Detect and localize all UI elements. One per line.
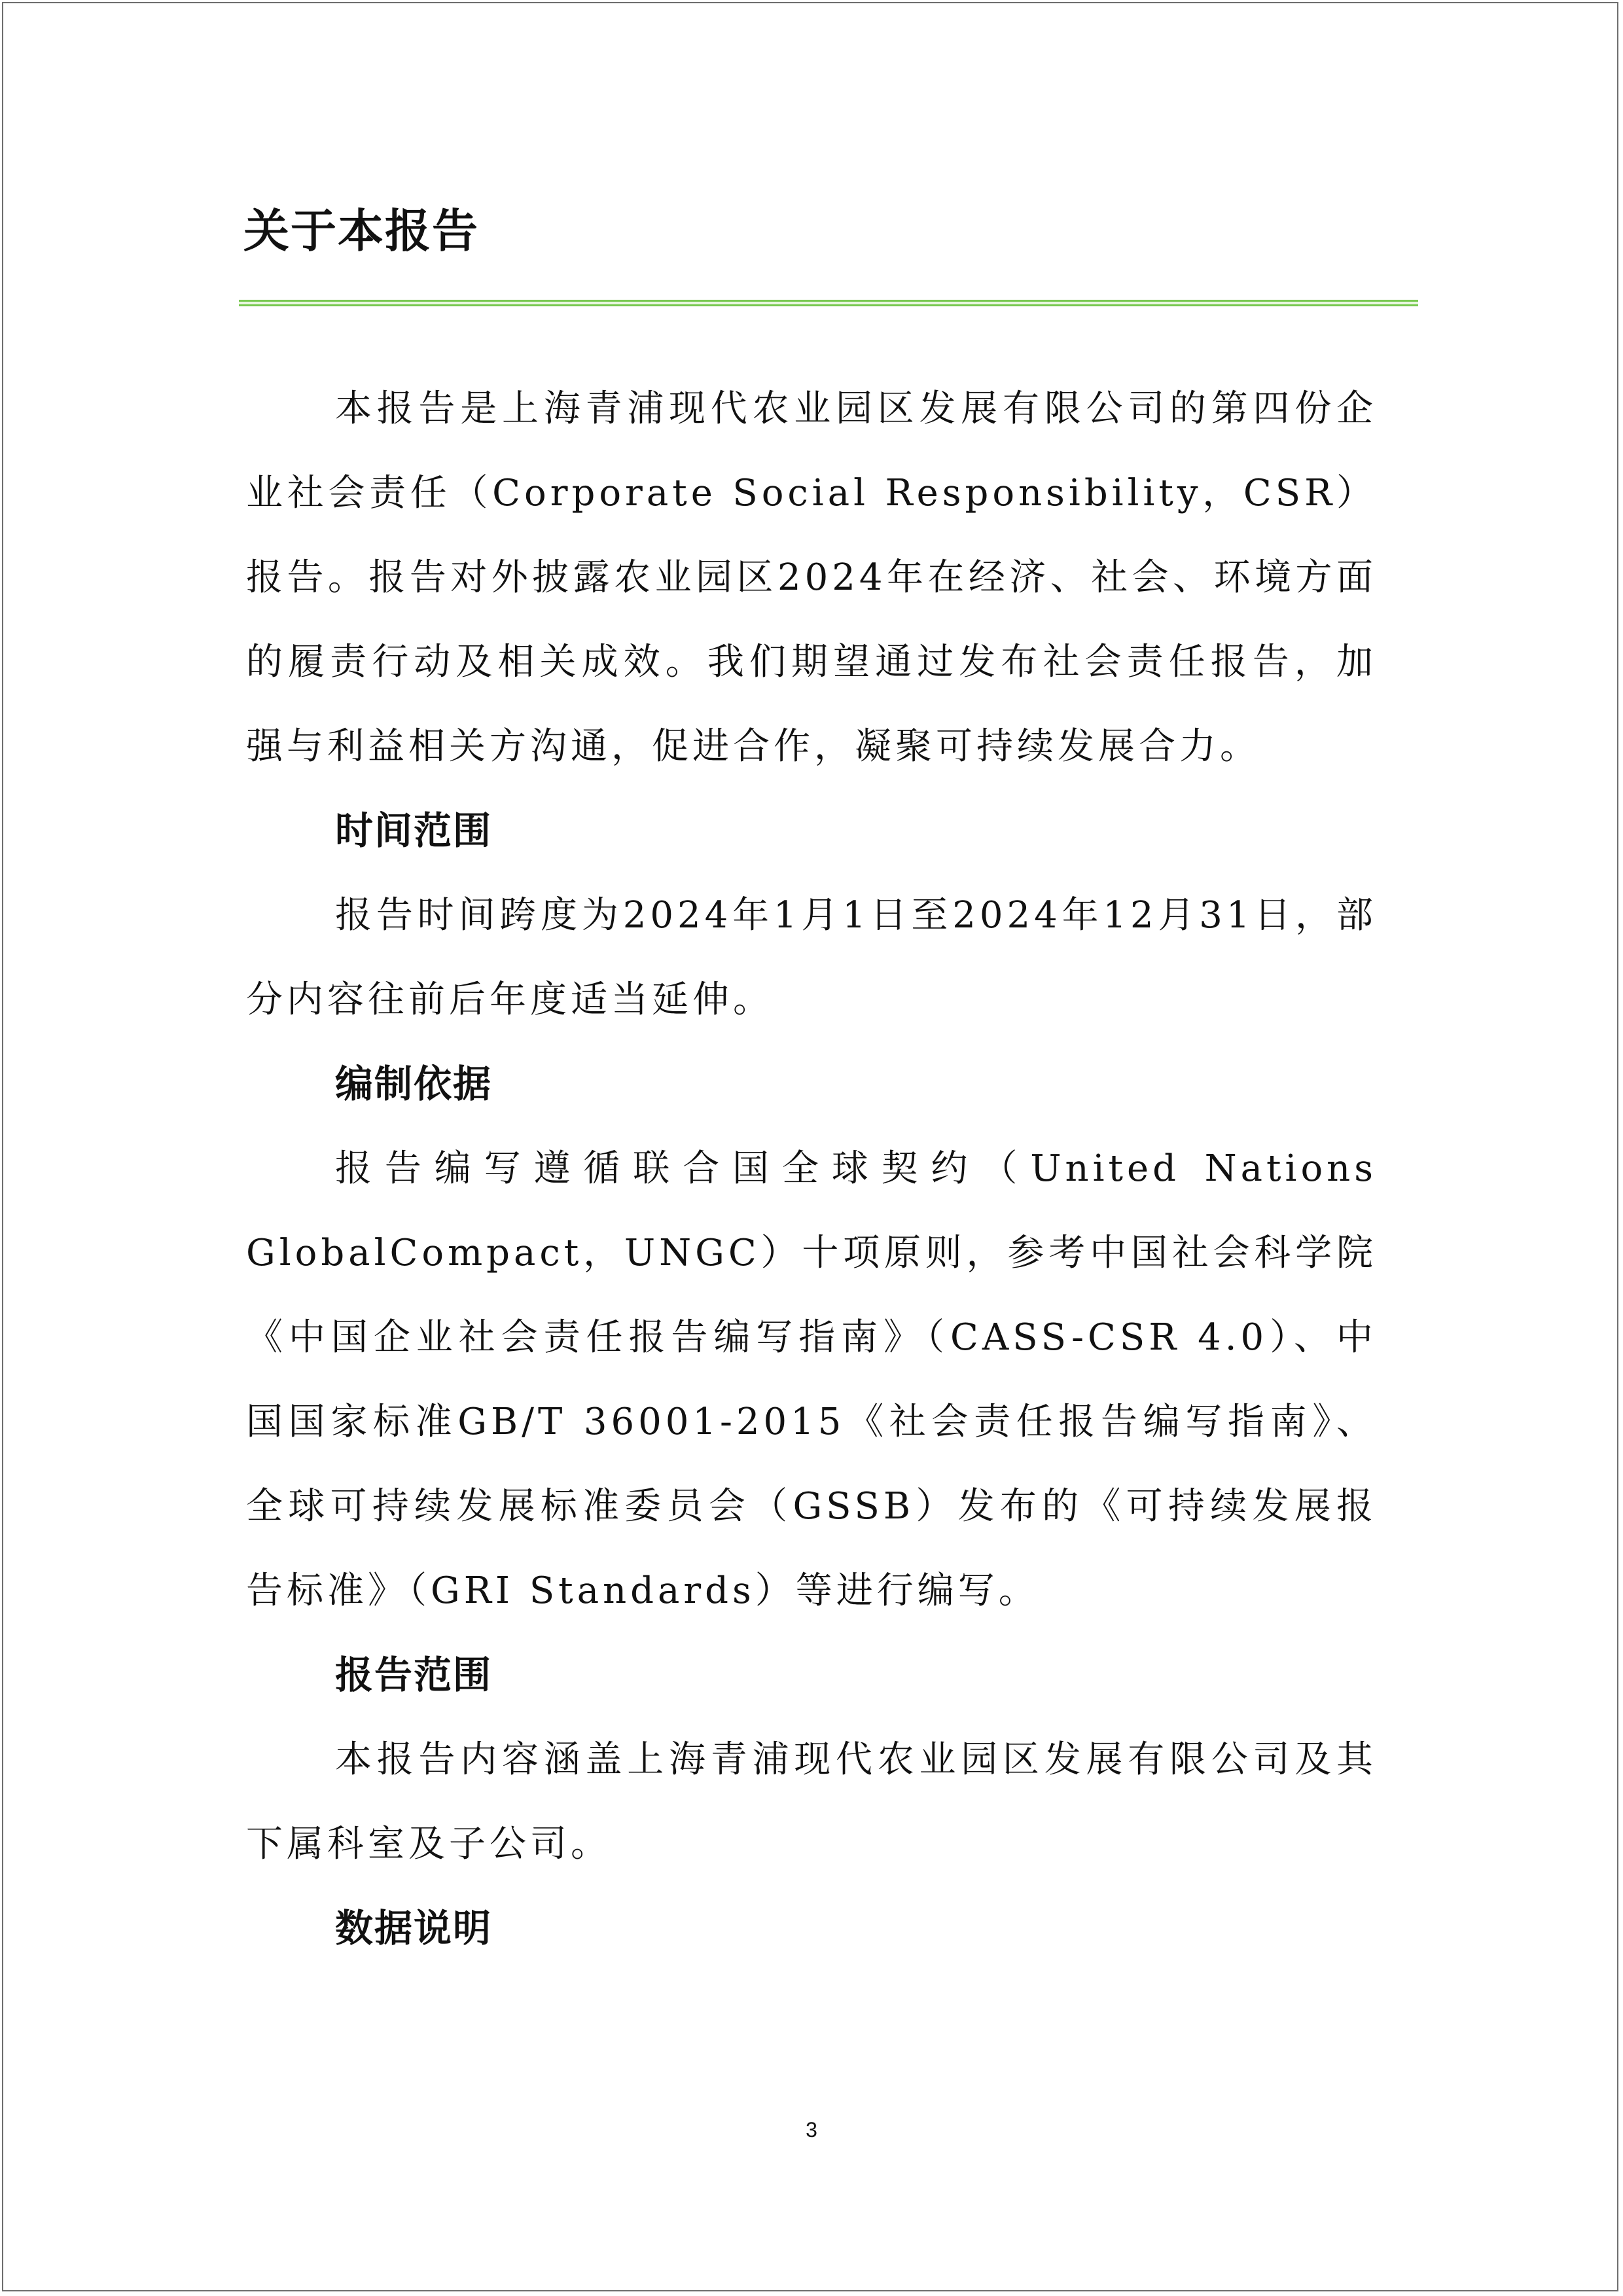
- report-body: [246, 367, 1377, 1971]
- section-heading-basis: 编制依据: [335, 1062, 493, 1106]
- title-divider: [239, 300, 1418, 306]
- section-heading-scope: 报告范围: [335, 1653, 493, 1697]
- section-body-scope: 本报告内容涵盖上海青浦现代农业园区发展有限公司及其下属科室及子公司。: [246, 1738, 1377, 1865]
- section-heading-data: 数据说明: [335, 1906, 493, 1950]
- intro-paragraph: 本报告是上海青浦现代农业园区发展有限公司的第四份企业社会责任（Corporate Social Responsibility，CSR）报告。报告对外披露农业园区2024年在经济、社会、环境方面的履责行动及相关成效。我们期望通过发布社会责任报告，加强与利益相关方沟通，促进合作，凝聚可持续发展合力。: [246, 387, 1377, 768]
- section-heading-time-range: 时间范围: [335, 808, 493, 853]
- page-title: 关于本报告: [243, 204, 479, 258]
- section-body-basis: 报告编写遵循联合国全球契约（United Nations GlobalCompact，UNGC）十项原则，参考中国社会科学院《中国企业社会责任报告编写指南》（CASS-CSR 4.0）、中国国家标准GB/T 36001-2015《社会责任报告编写指南》、全球可持续发展标准委员会（GSSB）发布的《可持续发展报告标准》（GRI Standards）等进行编写。: [246, 1147, 1377, 1612]
- section-body-time-range: 报告时间跨度为2024年1月1日至2024年12月31日，部分内容往前后年度适当延伸。: [246, 894, 1377, 1021]
- page-number: 3: [806, 2118, 817, 2142]
